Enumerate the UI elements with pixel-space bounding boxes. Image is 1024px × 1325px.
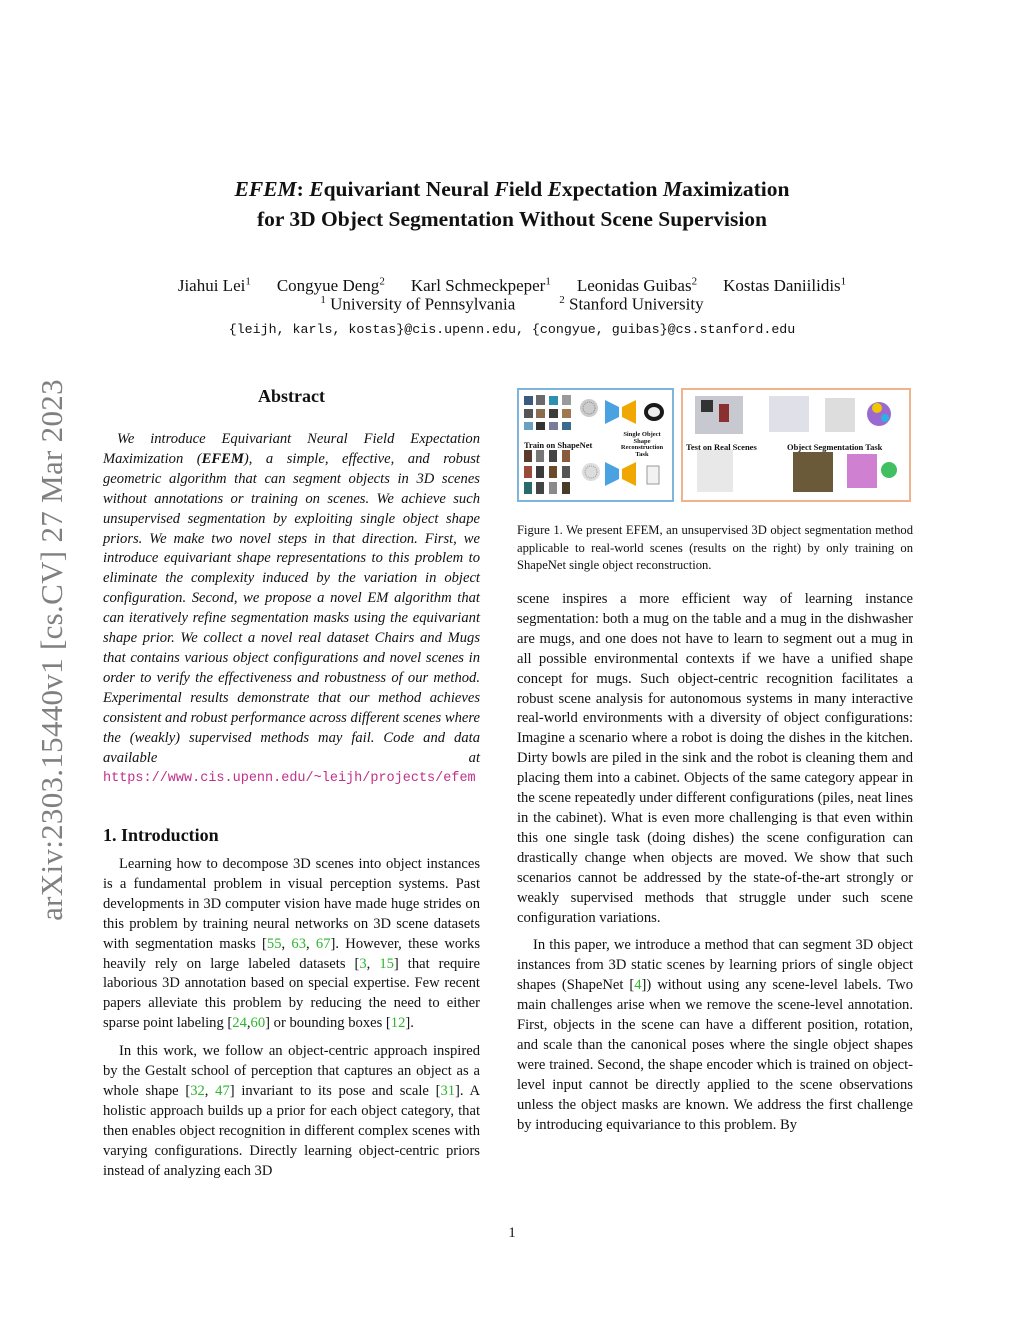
paragraph-text: In this paper, we introduce a method that can segment 3D object instances from 3D static scenes by learning priors of single object shapes (ShapeNet [ xyxy=(517,937,913,994)
author-name: Congyue Deng$^2$ xyxy=(276,275,385,295)
author-affiliation-mark: 2 xyxy=(691,275,698,287)
paper-title xyxy=(0,174,1024,234)
title-part: : xyxy=(296,177,310,201)
figure-caption: Figure 1. We present EFEM, an unsupervised 3D object segmentation method applicable to real-world scenes (results on the right) by only training on ShapeNet single object reconstruction. xyxy=(517,523,913,572)
task-label-line: Task xyxy=(635,450,649,458)
citation-link[interactable]: 55 xyxy=(266,935,282,952)
affiliation-number: 1 xyxy=(320,294,326,306)
paragraph-text: In this work, we follow an object-centric approach inspired by the Gestalt school of perception that captures an object as a whole shape [ xyxy=(103,1043,480,1099)
author-name: Leonidas Guibas$^2$ xyxy=(576,275,698,295)
paragraph xyxy=(517,590,913,928)
author-affiliation-mark: 1 xyxy=(245,275,251,287)
paragraph-text: , xyxy=(281,935,292,952)
project-url-link[interactable]: https://www.cis.upenn.edu/~leijh/projects/efem xyxy=(103,771,476,787)
citation-link[interactable]: 31 xyxy=(440,1082,456,1099)
citation-link[interactable]: 3 xyxy=(359,955,367,972)
paragraph-text: ]. A holistic approach builds up a prior for each object category, that then enables object recognition in different complex scenes with varying configurations. Directly learning object-centric priors instead of analyzing each 3D xyxy=(103,1082,481,1179)
citation-link[interactable]: 47 xyxy=(215,1082,230,1099)
title-part: EFEM xyxy=(234,177,297,201)
paragraph-text: ] or bounding boxes [ xyxy=(265,1015,391,1032)
paragraph-text: ]. However, these works heavily rely on large labeled datasets [ xyxy=(103,935,481,972)
abstract-text-2: ), a simple, effective, and robust geometric algorithm that can segment objects in 3D scenes without annotations or training on scenes. We achieve such unsupervised segmentation by exploiting single object shape priors. We make two novel steps in that direction. First, we introduce equivariant shape representations to this problem to eliminate the complexity induced by the variation in object configuration. Second, we propose a novel EM algorithm that can iteratively refine segmentation masks using the equivariant shape prior. We collect a novel real dataset Chairs and Mugs that contains various object configurations and novel scenes in order to verify the effectiveness and robustness of our method. Experimental results demonstrate that our method achieves consistent and robust performance across different scenes where the (weakly) supervised methods may fail. Code and data available at xyxy=(103,450,480,766)
citation-link[interactable]: 12 xyxy=(390,1015,406,1032)
citation-link[interactable]: 24 xyxy=(232,1015,247,1032)
paragraph xyxy=(517,936,913,1135)
title-line-2: for 3D Object Segmentation Without Scene Supervision xyxy=(256,207,768,231)
task-label-line: Reconstruction xyxy=(620,444,664,451)
figure-train-panel xyxy=(517,388,674,502)
introduction-right-column xyxy=(517,590,913,1135)
title-part: E xyxy=(547,177,562,201)
paragraph-text: , xyxy=(366,955,380,972)
arxiv-identifier: arXiv:2303.15440v1 [cs.CV] 27 Mar 2023 xyxy=(34,379,69,921)
task-label-line: Single Object xyxy=(623,431,661,438)
title-part: quivariant Neural xyxy=(323,177,495,201)
figure-test-panel xyxy=(681,388,911,502)
paragraph-text: , xyxy=(246,1015,251,1032)
title-part: aximization xyxy=(681,177,790,201)
citation-link[interactable]: 32 xyxy=(190,1082,205,1099)
figure-label-task xyxy=(617,432,667,458)
title-part: ield xyxy=(508,177,548,201)
citation-link[interactable]: 63 xyxy=(291,935,306,952)
affiliation-name: Stanford University xyxy=(564,294,704,314)
paragraph xyxy=(103,855,480,1034)
title-part: M xyxy=(662,177,682,201)
affiliation-number: 2 xyxy=(559,294,565,306)
author-affiliation-mark: 1 xyxy=(840,275,847,287)
author-emails: {leijh, karls, kostas}@cis.upenn.edu, {congyue, guibas}@cs.stanford.edu xyxy=(228,322,796,337)
paragraph-text: ]) without using any scene-level labels. Two main challenges arise when we remove the scene-level annotation. First, objects in the scene can have a different position, rotation, and scale than the canonical poses where the single object shapes were trained. Second, the shape encoder which is trained on object-level input cannot be directly applied to the scene observations unless the object masks are known. We address the first challenge by introducing equivariance to this problem. By xyxy=(517,977,913,1133)
author-affiliation-mark: 2 xyxy=(379,275,385,287)
affiliation-list xyxy=(0,294,1024,315)
task-label-line: Shape xyxy=(633,437,651,445)
citation-link[interactable]: 4 xyxy=(634,977,642,994)
paragraph-text: scene inspires a more efficient way of learning instance segmentation: both a mug on the table and a mug in the dishwasher are mugs, and one does not have to learn to segment out a mug in all possible environmental contexts if we have a unified shape concept for mugs. Such object-centric recognition facilitates a robust scene analysis for autonomous systems in many interactive real-world environments with a diversity of object configurations: Imagine a scenario where a robot is doing the dishes in the kitchen. Dirty bowls are piled in the sink and the robot is cleaning them and placing them into a cabinet. Objects of the same category appear in the scene repeatedly under different configurations (piles, neat lines in the cabinet). What is even more challenging is that even within this one single task (doing dishes) the scene configuration can drastically change when objects are moved. We show that such scenarios cannot be addressed by the state-of-the-art strongly or weakly supervised methods that struggle under such scene configuration variations. xyxy=(517,591,913,926)
paragraph-text: Learning how to decompose 3D scenes into object instances is a fundamental problem in visual perception systems. Past developments in 3D computer vision have made huge strides on this problem by training neural networks on 3D scene datasets with segmentation masks [ xyxy=(103,856,480,952)
author-name: Jiahui Lei$^1$ xyxy=(177,275,251,295)
abstract-heading: Abstract xyxy=(258,386,325,406)
author-name: Karl Schmeckpeper$^1$ xyxy=(410,275,551,295)
abstract-text-1: We introduce Equivariant Neural Field Expectation Maximization ( xyxy=(103,431,480,467)
author-name: Kostas Daniilidis$^1$ xyxy=(723,275,847,295)
paragraph-text: ] invariant to its pose and scale [ xyxy=(229,1082,441,1099)
section-heading-introduction: 1. Introduction xyxy=(103,825,219,845)
figure-label-test: Test on Real Scenes xyxy=(686,442,757,452)
title-line-1 xyxy=(0,174,1024,204)
page-number: 1 xyxy=(508,1225,516,1241)
abstract-method-name: EFEM xyxy=(201,450,244,467)
shapenet-mug-thumbnails xyxy=(524,395,571,430)
paragraph-text: , xyxy=(204,1082,216,1099)
title-part: E xyxy=(309,177,324,201)
paragraph xyxy=(103,1042,480,1181)
author-list xyxy=(0,270,1024,297)
figure-label-train: Train on ShapeNet xyxy=(524,440,593,450)
citation-link[interactable]: 60 xyxy=(250,1015,266,1032)
figure-label-segmentation: Object Segmentation Task xyxy=(787,442,883,452)
introduction-left-column xyxy=(103,855,480,1182)
title-part: F xyxy=(494,177,509,201)
paragraph-text: , xyxy=(306,935,316,952)
paragraph-text: ]. xyxy=(405,1015,414,1032)
title-part: xpectation xyxy=(561,177,663,201)
citation-link[interactable]: 67 xyxy=(315,935,331,952)
affiliation-name: University of Pennsylvania xyxy=(325,294,516,314)
citation-link[interactable]: 15 xyxy=(379,955,394,972)
author-affiliation-mark: 1 xyxy=(545,275,551,287)
paragraph-text: ] that require laborious 3D annotation based on special expertise. Few recent papers alleviate this problem by reducing the need to either sparse point labeling [ xyxy=(103,955,480,1032)
shapenet-chair-thumbnails xyxy=(524,450,570,494)
abstract-body xyxy=(103,430,480,789)
